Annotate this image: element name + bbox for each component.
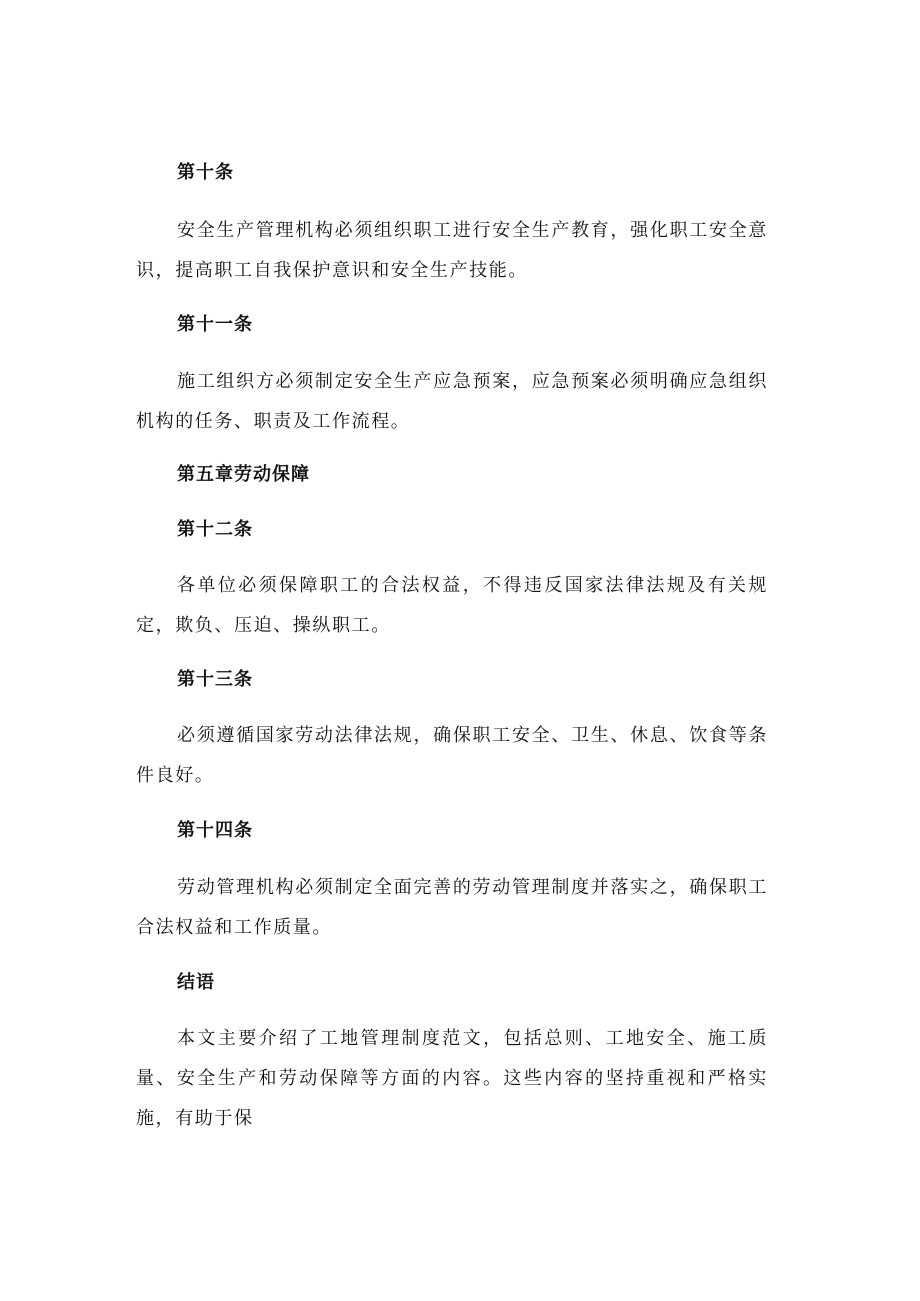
- article-11-paragraph: 施工组织方必须制定安全生产应急预案，应急预案必须明确应急组织机构的任务、职责及工作流程。: [136, 371, 768, 432]
- article-12-paragraph: 各单位必须保障职工的合法权益，不得违反国家法律法规及有关规定，欺负、压迫、操纵职工。: [136, 575, 768, 636]
- article-heading-13: 第十三条: [177, 669, 253, 690]
- conclusion-heading: 结语: [177, 972, 215, 993]
- article-heading-12: 第十二条: [177, 519, 253, 540]
- article-10-paragraph: 安全生产管理机构必须组织职工进行安全生产教育，强化职工安全意识，提高职工自我保护意识和安全生产技能。: [136, 220, 768, 281]
- chapter-heading-5: 第五章劳动保障: [177, 464, 310, 485]
- article-heading-14: 第十四条: [177, 820, 253, 841]
- article-14-paragraph: 劳动管理机构必须制定全面完善的劳动管理制度并落实之，确保职工合法权益和工作质量。: [136, 877, 768, 938]
- article-heading-11: 第十一条: [177, 314, 253, 335]
- article-13-paragraph: 必须遵循国家劳动法律法规，确保职工安全、卫生、休息、饮食等条件良好。: [136, 725, 768, 786]
- conclusion-paragraph: 本文主要介绍了工地管理制度范文，包括总则、工地安全、施工质量、安全生产和劳动保障等方面的内容。这些内容的坚持重视和严格实施，有助于保: [136, 1028, 768, 1129]
- article-heading-10: 第十条: [177, 162, 234, 183]
